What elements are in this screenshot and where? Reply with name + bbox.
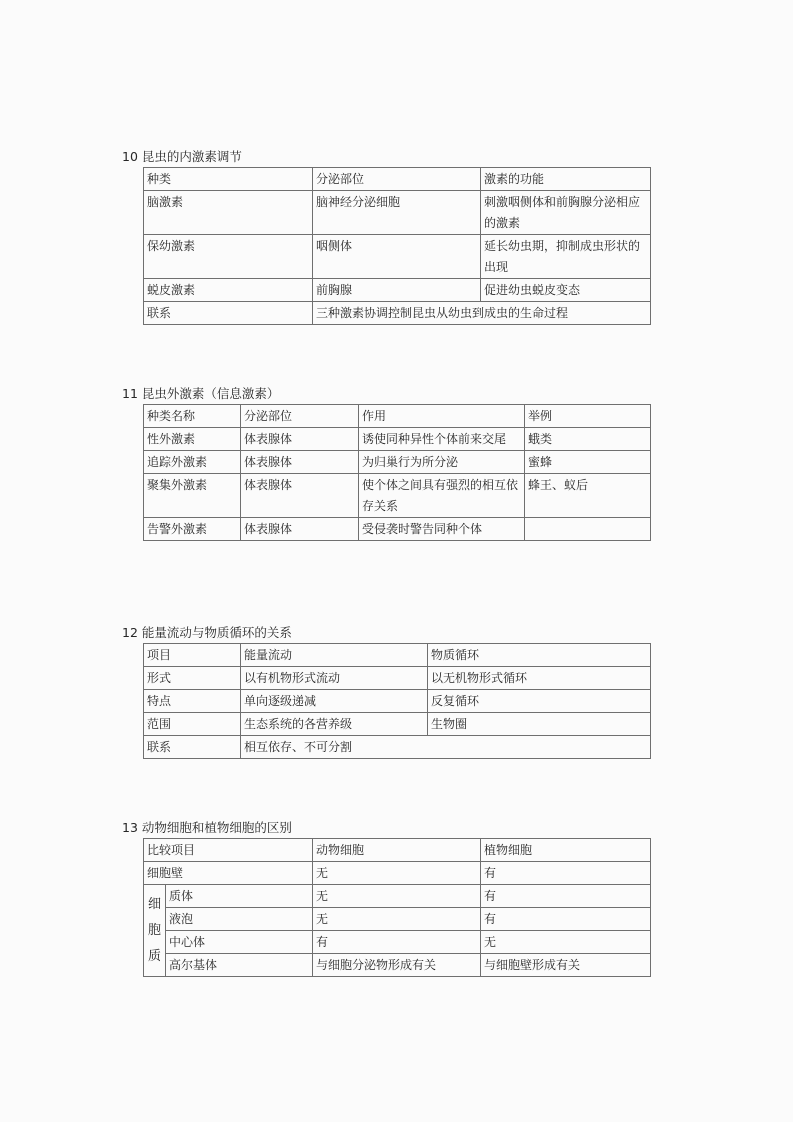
section-12-heading: 12 能量流动与物质循环的关系 — [122, 625, 292, 640]
table-cell: 反复循环 — [428, 690, 651, 713]
table-cell: 有 — [481, 908, 651, 931]
group-label-char: 胞 — [147, 922, 161, 938]
section-11-heading: 11 昆虫外激素（信息激素） — [122, 386, 280, 401]
table-cell: 无 — [481, 931, 651, 954]
table-header-row — [144, 405, 651, 428]
cell-comparison-table — [143, 838, 651, 977]
table-cell: 蜜蜂 — [525, 451, 651, 474]
header-cell: 动物细胞 — [313, 839, 481, 862]
header-cell: 分泌部位 — [241, 405, 359, 428]
header-cell: 分泌部位 — [313, 168, 481, 191]
table-cell: 刺激咽侧体和前胸腺分泌相应的激素 — [481, 191, 651, 235]
table-cell: 蜂王、蚁后 — [525, 474, 651, 518]
table-row — [144, 862, 651, 885]
table-cell: 性外激素 — [144, 428, 241, 451]
header-cell: 种类 — [144, 168, 313, 191]
table-row — [144, 931, 651, 954]
header-cell: 激素的功能 — [481, 168, 651, 191]
table-cell: 以无机物形式循环 — [428, 667, 651, 690]
table-header-row — [144, 168, 651, 191]
endocrine-table — [143, 167, 651, 325]
table-cell: 相互依存、不可分割 — [241, 736, 651, 759]
header-cell: 物质循环 — [428, 644, 651, 667]
table-cell — [525, 518, 651, 541]
table-cell: 细胞壁 — [144, 862, 313, 885]
table-cell: 告警外激素 — [144, 518, 241, 541]
table-row — [144, 518, 651, 541]
header-cell: 能量流动 — [241, 644, 428, 667]
table-cell: 追踪外激素 — [144, 451, 241, 474]
table-cell: 无 — [313, 862, 481, 885]
table-row — [144, 279, 651, 302]
table-cell: 体表腺体 — [241, 474, 359, 518]
table-cell: 聚集外激素 — [144, 474, 241, 518]
table-row-link — [144, 302, 651, 325]
header-cell: 种类名称 — [144, 405, 241, 428]
table-row — [144, 428, 651, 451]
pheromone-table — [143, 404, 651, 541]
table-cell: 诱使同种异性个体前来交尾 — [359, 428, 525, 451]
table-cell: 液泡 — [166, 908, 313, 931]
group-label-char: 细 — [147, 896, 161, 912]
header-cell: 比较项目 — [144, 839, 313, 862]
energy-material-table — [143, 643, 651, 759]
table-cell: 脑神经分泌细胞 — [313, 191, 481, 235]
table-cell: 体表腺体 — [241, 518, 359, 541]
table-cell: 形式 — [144, 667, 241, 690]
table-cell: 中心体 — [166, 931, 313, 954]
table-row — [144, 954, 651, 977]
table-row-link — [144, 736, 651, 759]
table-cell: 咽侧体 — [313, 235, 481, 279]
table-cell: 范围 — [144, 713, 241, 736]
table-cell: 有 — [313, 931, 481, 954]
table-cell: 脑激素 — [144, 191, 313, 235]
table-cell: 无 — [313, 885, 481, 908]
table-row — [144, 690, 651, 713]
table-cell: 联系 — [144, 302, 313, 325]
table-row — [144, 908, 651, 931]
header-cell: 作用 — [359, 405, 525, 428]
table-row — [144, 235, 651, 279]
table-cell: 特点 — [144, 690, 241, 713]
table-cell: 蜕皮激素 — [144, 279, 313, 302]
table-cell: 为归巢行为所分泌 — [359, 451, 525, 474]
table-cell: 无 — [313, 908, 481, 931]
table-cell: 体表腺体 — [241, 428, 359, 451]
table-cell: 与细胞分泌物形成有关 — [313, 954, 481, 977]
table-cell: 以有机物形式流动 — [241, 667, 428, 690]
table-cell: 生物圈 — [428, 713, 651, 736]
table-cell: 促进幼虫蜕皮变态 — [481, 279, 651, 302]
table-cell: 三种激素协调控制昆虫从幼虫到成虫的生命过程 — [313, 302, 651, 325]
table-cell: 与细胞壁形成有关 — [481, 954, 651, 977]
section-10-heading: 10 昆虫的内激素调节 — [122, 149, 242, 164]
header-cell: 项目 — [144, 644, 241, 667]
table-row — [144, 713, 651, 736]
table-header-row — [144, 839, 651, 862]
table-cell: 有 — [481, 862, 651, 885]
table-cell: 质体 — [166, 885, 313, 908]
table-row — [144, 191, 651, 235]
table-cell: 体表腺体 — [241, 451, 359, 474]
table-cell: 受侵袭时警告同种个体 — [359, 518, 525, 541]
table-cell: 有 — [481, 885, 651, 908]
table-row — [144, 474, 651, 518]
table-cell: 生态系统的各营养级 — [241, 713, 428, 736]
table-cell: 联系 — [144, 736, 241, 759]
table-cell: 单向逐级递减 — [241, 690, 428, 713]
header-cell: 举例 — [525, 405, 651, 428]
table-cell: 延长幼虫期，抑制成虫形状的出现 — [481, 235, 651, 279]
table-cell: 使个体之间具有强烈的相互依存关系 — [359, 474, 525, 518]
table-cell: 高尔基体 — [166, 954, 313, 977]
table-cell: 蛾类 — [525, 428, 651, 451]
table-header-row — [144, 644, 651, 667]
cytoplasm-group-label — [144, 885, 166, 977]
table-row — [144, 667, 651, 690]
table-row — [144, 451, 651, 474]
table-cell: 前胸腺 — [313, 279, 481, 302]
header-cell: 植物细胞 — [481, 839, 651, 862]
table-row — [144, 885, 651, 908]
table-cell: 保幼激素 — [144, 235, 313, 279]
section-13-heading: 13 动物细胞和植物细胞的区别 — [122, 820, 292, 835]
group-label-char: 质 — [147, 948, 161, 964]
